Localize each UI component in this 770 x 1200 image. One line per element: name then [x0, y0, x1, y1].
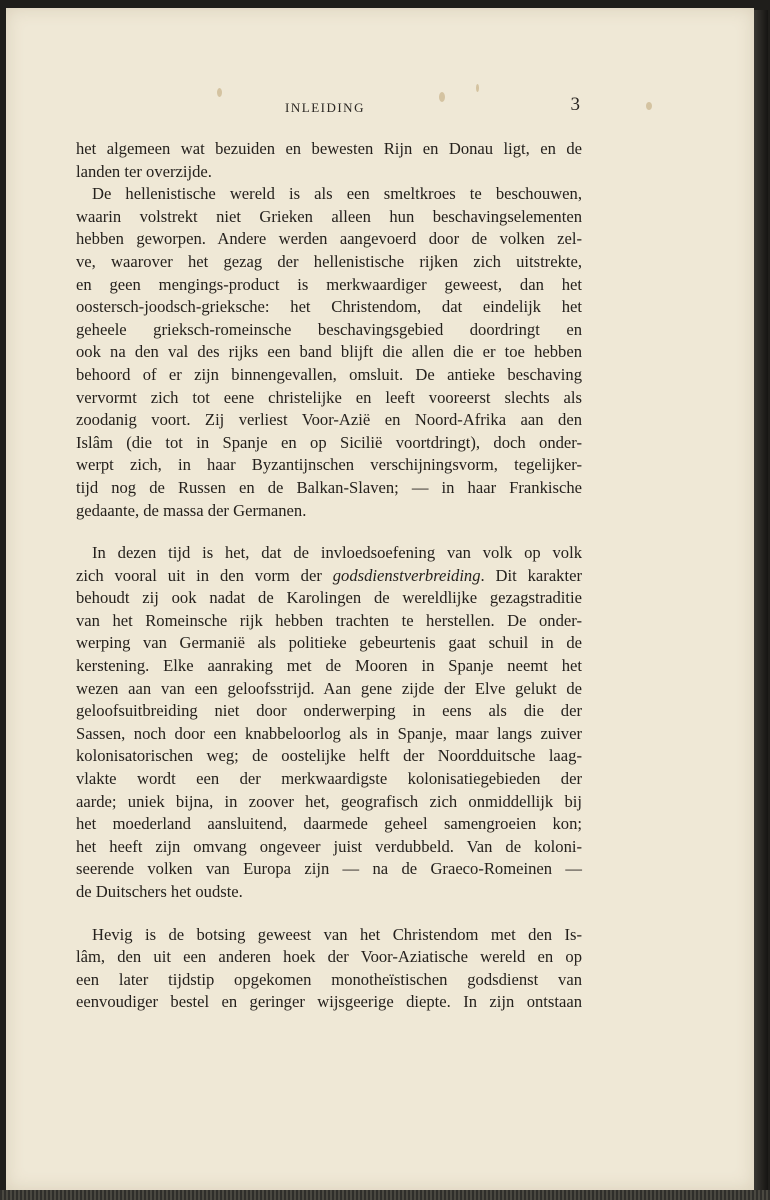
text-line: oostersch-joodsch-grieksche: het Christendom, dat eindelijk het — [76, 297, 582, 317]
running-title: INLEIDING — [285, 100, 365, 115]
paragraph-gap — [76, 904, 582, 924]
foxing-spot — [646, 102, 652, 110]
text-line: landen ter overzijde. — [76, 161, 212, 181]
scan-bottom-edge — [0, 1190, 770, 1200]
text-line: zoodanig voort. Zij verliest Voor-Azië en Noord-Afrika aan den — [76, 410, 582, 430]
text-line: Hevig is de botsing geweest van het Christendom met den Is- — [92, 924, 582, 944]
text-line: kolonisatorischen weg; de oostelijke helft der Noordduitsche laag- — [76, 746, 582, 766]
text-run: . Dit karakter — [480, 565, 582, 585]
paragraph-gap — [76, 522, 582, 542]
text-line: hebben geworpen. Andere werden aangevoerd door de volken zel- — [76, 229, 582, 249]
text-line: ve, waarover het gezag der hellenistische rijken zich uitstrekte, — [76, 251, 582, 271]
paragraph — [76, 924, 582, 1014]
text-line: een later tijdstip opgekomen monotheïstischen godsdienst van — [76, 969, 582, 989]
page-edge — [754, 10, 768, 1190]
text-line: ook na den val des rijks een band blijft die allen die er toe hebben — [76, 342, 582, 362]
text-line: gedaante, de massa der Germanen. — [76, 500, 307, 520]
text-line: kerstening. Elke aanraking met de Mooren in Spanje neemt het — [76, 656, 582, 676]
text-line: van het Romeinsche rijk hebben trachten te herstellen. De onder- — [76, 610, 582, 630]
text-line: Sassen, noch door een knabbeloorlog als in Spanje, maar langs zuiver — [76, 723, 582, 743]
paragraph — [76, 183, 582, 522]
text-line: vlakte wordt een der merkwaardigste kolonisatiegebieden der — [76, 769, 582, 789]
text-run: zich vooral uit in den vorm der — [76, 565, 333, 585]
text-line: seerende volken van Europa zijn — na de Graeco-Romeinen — — [76, 859, 582, 879]
text-line: In dezen tijd is het, dat de invloedsoefening van volk op volk — [92, 543, 582, 563]
text-line: de Duitschers het oudste. — [76, 882, 243, 901]
paragraph — [76, 542, 582, 904]
running-header — [70, 94, 580, 118]
text-line: het algemeen wat bezuiden en bewesten Rijn en Donau ligt, en de — [76, 139, 582, 158]
text-line: vervormt zich tot eene christelijke en leeft vooreerst slechts als — [76, 387, 582, 407]
text-line: De hellenistische wereld is als een smeltkroes te beschouwen, — [92, 184, 582, 204]
text-line — [76, 565, 582, 588]
text-line: waarin volstrekt niet Grieken alleen hun beschavingselementen — [76, 206, 582, 226]
text-line: tijd nog de Russen en de Balkan-Slaven; — in haar Frankische — [76, 477, 582, 497]
text-line: geheele grieksch-romeinsche beschavingsgebied doordringt en — [76, 319, 582, 339]
text-line: behoord of er zijn binnengevallen, omsluit. De antieke beschaving — [76, 364, 582, 384]
text-line: en geen mengings-product is merkwaardiger geweest, dan het — [76, 274, 582, 294]
text-line: wezen aan van een geloofsstrijd. Aan gene zijde der Elve gelukt de — [76, 678, 582, 698]
text-line: werpt zich, in haar Byzantijnschen verschijningsvorm, tegelijker- — [76, 455, 582, 475]
paragraph — [76, 138, 582, 183]
text-line: het moederland aansluitend, daarmede geheel samengroeien kon; — [76, 814, 582, 834]
text-line: eenvoudiger bestel en geringer wijsgeerige diepte. In zijn ontstaan — [76, 992, 582, 1012]
text-line: aarde; uniek bijna, in zoover het, geografisch zich onmiddellijk bij — [76, 791, 582, 811]
text-line: geloofsuitbreiding niet door onderwerping in eens als die der — [76, 701, 582, 721]
body-text — [76, 138, 582, 1014]
foxing-spot — [476, 84, 479, 92]
text-line: het heeft zijn omvang ongeveer juist verdubbeld. Van de koloni- — [76, 836, 582, 856]
emphasized-term: godsdienstverbreiding — [332, 565, 481, 585]
text-line: lâm, den uit een anderen hoek der Voor-Aziatische wereld en op — [76, 947, 582, 967]
text-line: Islâm (die tot in Spanje en op Sicilië voortdringt), doch onder- — [76, 432, 582, 452]
page-number: 3 — [570, 94, 580, 115]
text-line: werping van Germanië als politieke gebeurtenis gaat schuil in de — [76, 633, 582, 653]
text-line: behoudt zij ook nadat de Karolingen de wereldlijke gezagstraditie — [76, 588, 582, 608]
